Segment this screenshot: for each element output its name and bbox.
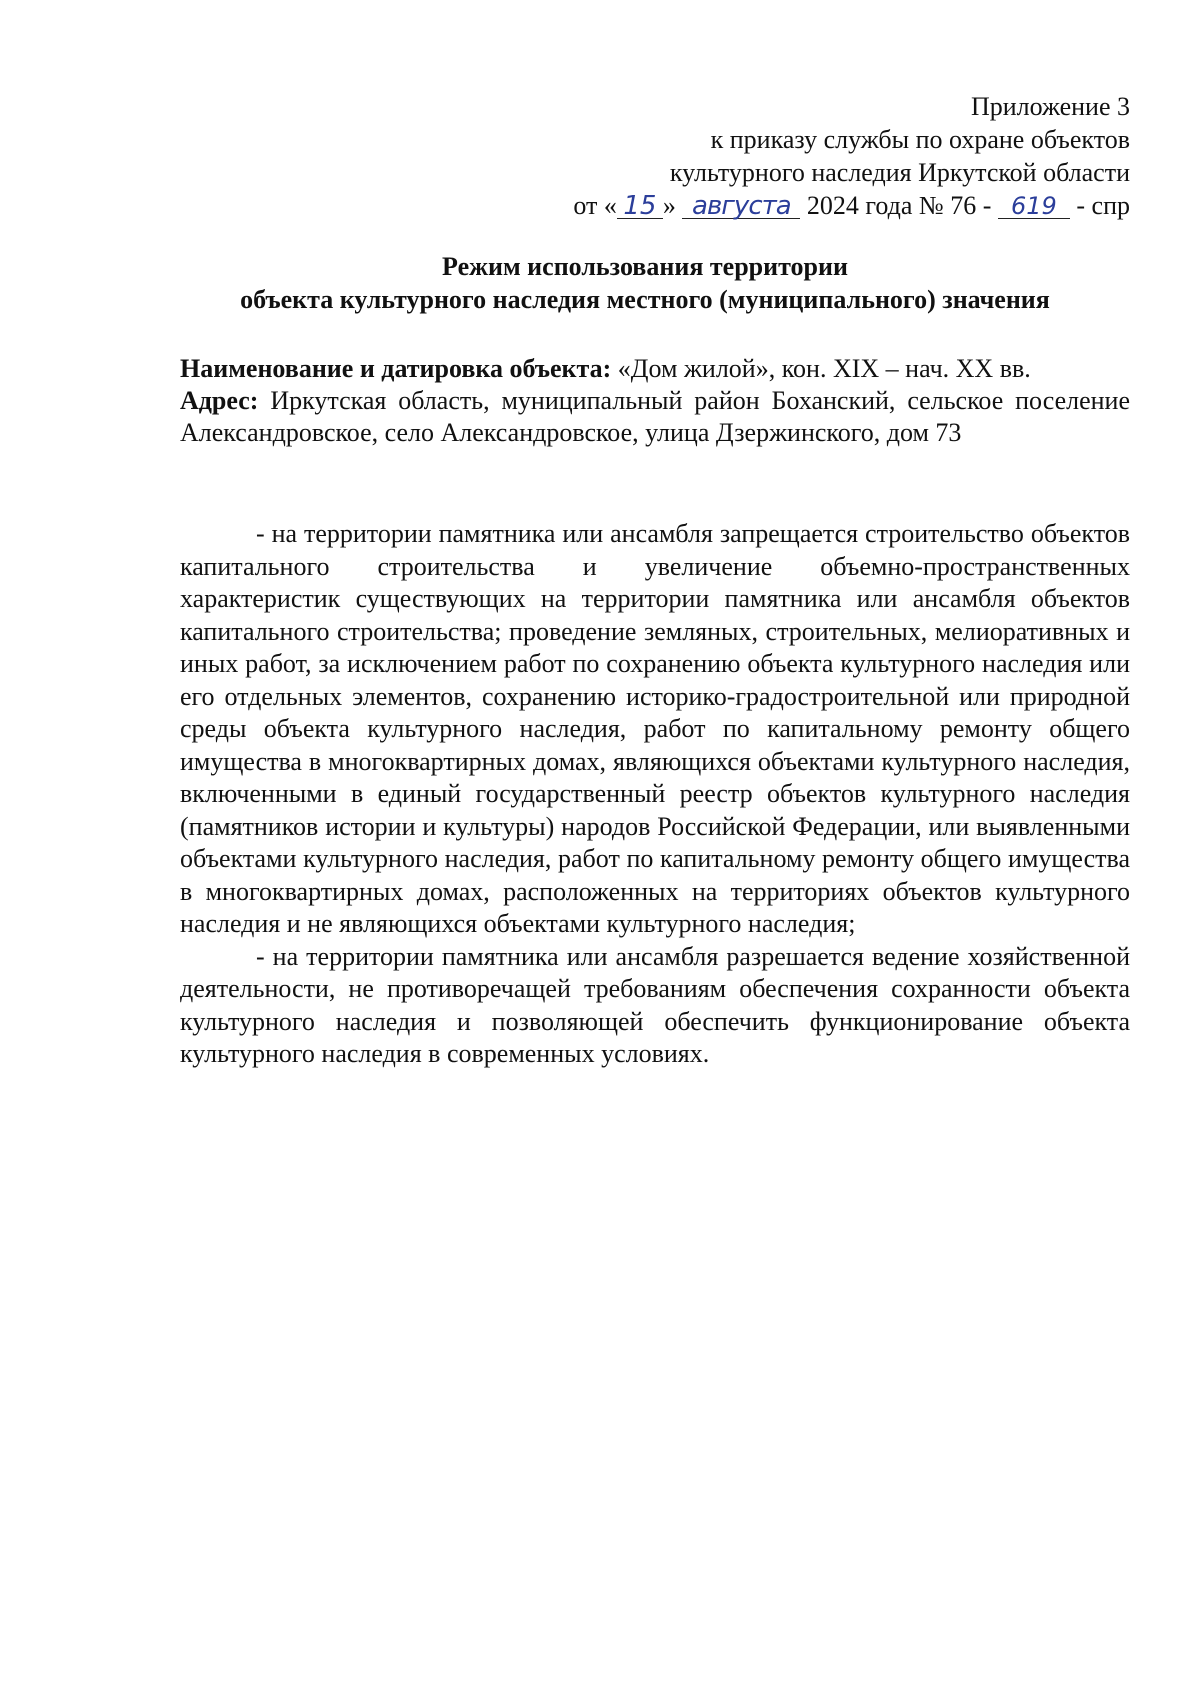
order-suffix: - спр: [1076, 191, 1130, 220]
appendix-header: [560, 90, 1130, 222]
usage-rules: [180, 518, 1130, 1071]
object-name: [180, 353, 1130, 385]
order-year-text: 2024 года № 76 -: [806, 191, 992, 220]
object-name-value: «Дом жилой», кон. XIX – нач. XX вв.: [617, 354, 1031, 383]
order-number-handwritten: 619: [998, 194, 1070, 219]
order-date-number: [560, 189, 1130, 222]
appendix-authority: культурного наследия Иркутской области: [669, 158, 1130, 187]
appendix-order-ref: к приказу службы по охране объектов: [710, 125, 1130, 154]
order-month-handwritten: августа: [682, 194, 800, 219]
document-title: [150, 250, 1140, 316]
appendix-number: Приложение 3: [970, 92, 1130, 121]
order-day-handwritten: 15: [617, 194, 663, 219]
object-address-label: Адрес:: [180, 386, 259, 415]
object-address-value: Иркутская область, муниципальный район Боханский, сельское поселение Александровское, село Александровское, улица Дзержинского, дом 73: [180, 386, 1130, 447]
object-info: [180, 353, 1130, 449]
order-mid: »: [662, 191, 676, 220]
title-line-2: объекта культурного наследия местного (муниципального) значения: [240, 285, 1050, 314]
object-address: [180, 385, 1130, 449]
rule-permitted: - на территории памятника или ансамбля разрешается ведение хозяйственной деятельности, не противоречащей требованиям обеспечения сохранности объекта культурного наследия и позволяющей обеспечить функционирование объекта культурного наследия в современных условиях.: [180, 941, 1130, 1068]
order-prefix: от «: [573, 191, 617, 220]
title-line-1: Режим использования территории: [442, 252, 848, 281]
object-name-label: Наименование и датировка объекта:: [180, 354, 612, 383]
rule-prohibited: - на территории памятника или ансамбля запрещается строительство объектов капитального строительства и увеличение объемно-пространственных характеристик существующих на территории памятника или ансамбля объектов капитального строительства; проведение земляных, строительных, мелиоративных и иных работ, за исключением работ по сохранению объекта культурного наследия или его отдельных элементов, сохранению историко-градостроительной или природной среды объекта культурного наследия, работ по капитальному ремонту общего имущества в многоквартирных домах, являющихся объектами культурного наследия, включенными в единый государственный реестр объектов культурного наследия (памятников истории и культуры) народов Российской Федерации, или выявленными объектами культурного наследия, работ по капитальному ремонту общего имущества в многоквартирных домах, расположенных на территориях объектов культурного наследия и не являющихся объектами культурного наследия;: [180, 519, 1130, 938]
